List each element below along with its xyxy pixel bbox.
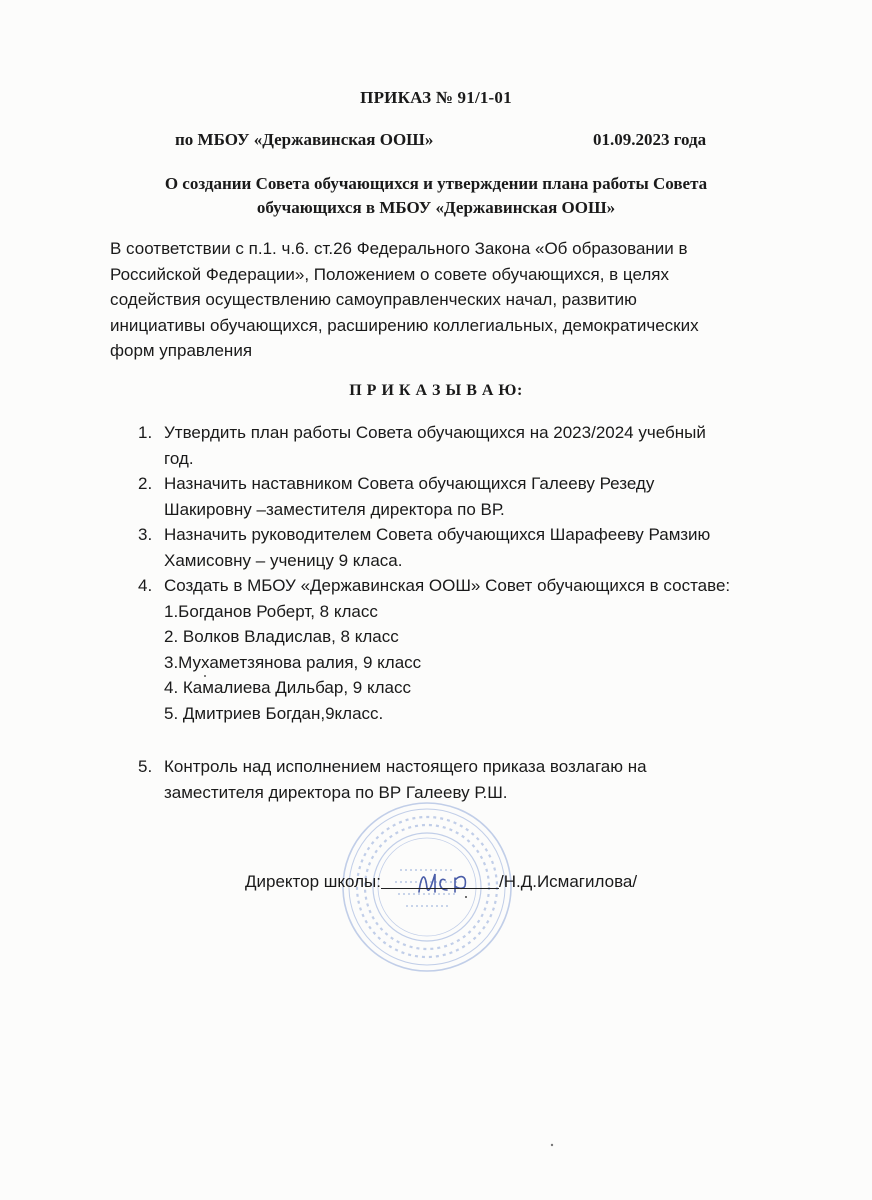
- item-line: год.: [164, 448, 194, 468]
- item-line: Назначить руководителем Совета обучающихся Шарафееву Рамзию: [164, 525, 711, 544]
- decree-heading: П Р И К А З Ы В А Ю:: [349, 382, 523, 399]
- item-line: Создать в МБОУ «Державинская ООШ» Совет обучающихся в составе:: [164, 576, 731, 595]
- item-number: 5.: [138, 757, 153, 776]
- order-title: ПРИКАЗ № 91/1-01: [360, 88, 512, 107]
- preamble-line: инициативы обучающихся, расширению коллегиальных, демократических: [110, 315, 699, 335]
- council-member: 3.Мухаметзянова ралия, 9 класс: [164, 652, 422, 672]
- item-line: Назначить наставником Совета обучающихся Галееву Резеду: [164, 474, 655, 493]
- signatory-name: /Н.Д.Исмагилова/: [498, 872, 638, 891]
- organization-line: по МБОУ «Державинская ООШ»: [175, 130, 434, 149]
- item-line: Контроль над исполнением настоящего приказа возлагаю на: [164, 757, 647, 776]
- preamble-line: Российской Федерации», Положением о совете обучающихся, в целях: [110, 264, 669, 284]
- preamble-line: В соответствии с п.1. ч.6. ст.26 Федерального Закона «Об образовании в: [110, 239, 688, 258]
- council-member: 5. Дмитриев Богдан,9класс.: [164, 703, 384, 723]
- item-line: Хамисовну – ученицу 9 класа.: [164, 550, 403, 570]
- item-number: 1.: [138, 423, 153, 442]
- order-date: 01.09.2023 года: [593, 130, 707, 149]
- preamble-line: содействия осуществлению самоуправленческих начал, развитию: [110, 290, 637, 309]
- item-number: 3.: [138, 525, 153, 544]
- subject-line: О создании Совета обучающихся и утверждении плана работы Совета: [164, 174, 708, 193]
- council-member: 2. Волков Владислав, 8 класс: [164, 627, 399, 646]
- preamble-line: форм управления: [110, 341, 253, 360]
- subject-line: обучающихся в МБОУ «Державинская ООШ»: [256, 198, 616, 217]
- item-line: заместителя директора по ВР Галееву Р.Ш.: [164, 782, 508, 802]
- item-number: 2.: [138, 474, 153, 493]
- item-line: Утвердить план работы Совета обучающихся на 2023/2024 учебный: [164, 423, 706, 442]
- council-member: 4. Камалиева Дильбар, 9 класс: [164, 678, 411, 697]
- item-line: Шакировну –заместителя директора по ВР.: [164, 499, 505, 519]
- item-number: 4.: [138, 576, 153, 595]
- signature-label: Директор школы:: [245, 872, 381, 891]
- council-member: 1.Богданов Роберт, 8 класс: [164, 601, 378, 621]
